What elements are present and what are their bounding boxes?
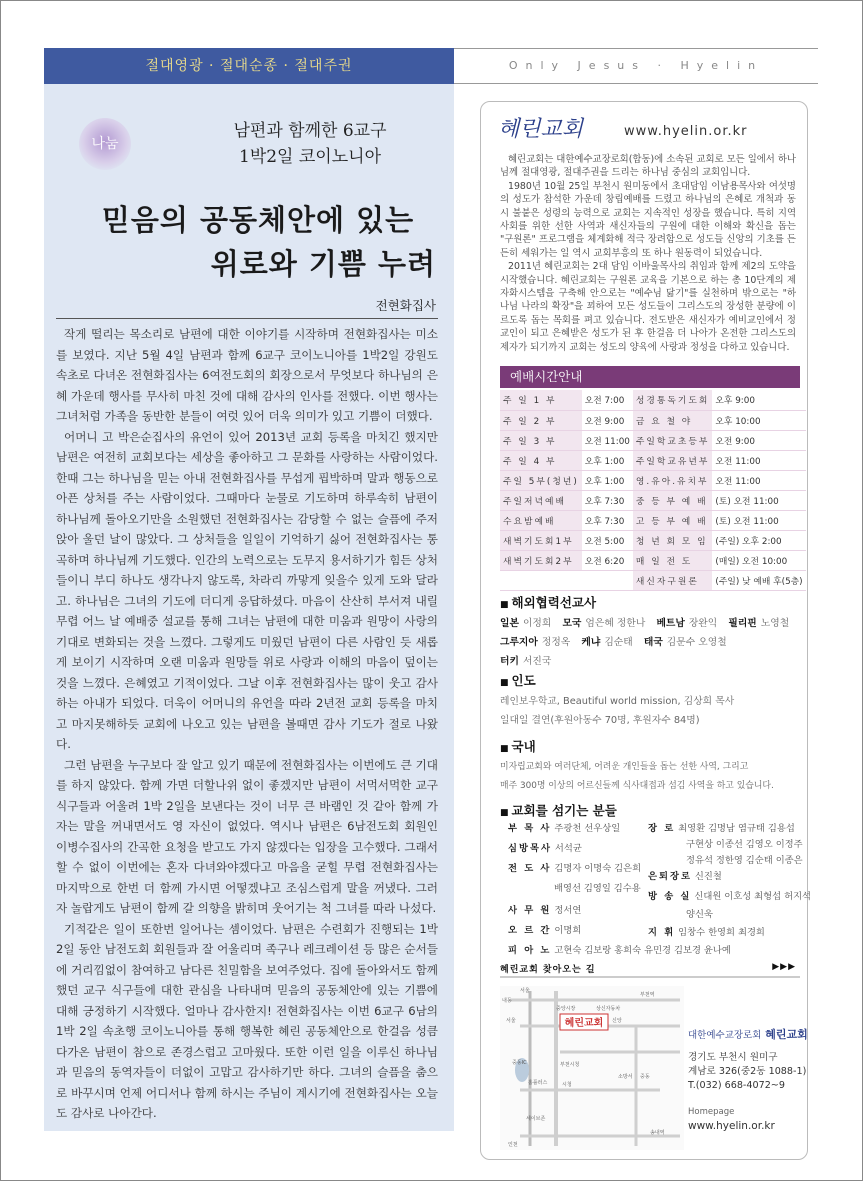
staff-names: 김명자 이명숙 김은희 [554, 863, 642, 874]
service-name: 새벽기도회2부 [500, 550, 582, 570]
section-title: 해외협력선교사 [511, 595, 597, 610]
domestic-line: 매주 300명 이상의 어르신들께 식사대접과 섬김 사역을 하고 있습니다. [500, 781, 774, 791]
church-address [688, 1028, 808, 1133]
staff-names: 고현숙 김보랑 홍희숙 유민경 김보경 윤나예 [554, 945, 731, 956]
service-name: 금 요 철 야 [633, 410, 713, 430]
india-line: 레인보우학교, Beautiful world mission, 김상희 목사 [500, 696, 735, 707]
service-time: (토) 오전 11:00 [712, 490, 805, 510]
headline-line-1: 믿음의 공동체안에 있는 [101, 203, 415, 237]
mission-line [500, 614, 800, 633]
section-title: 교회를 섬기는 분들 [511, 803, 617, 818]
service-time: 오후 1:00 [582, 470, 633, 490]
map-label: 세이브존 [526, 1116, 546, 1122]
article-kicker [190, 118, 430, 170]
map-label: 부천시청 [560, 1062, 580, 1068]
service-time: (토) 오전 11:00 [712, 510, 805, 530]
map-label: 서울 [506, 1018, 516, 1024]
service-row [500, 470, 806, 490]
service-row [500, 450, 806, 470]
church-logo: 혜린교회 [498, 117, 584, 142]
staff-section [500, 802, 800, 822]
phone: T.(032) 668-4072~9 [688, 1080, 785, 1091]
map-label: 중앙시장 [556, 1006, 576, 1012]
directions-header [500, 962, 800, 978]
map-label: 상신자동차 [596, 1006, 621, 1012]
map-label: 소방서 [618, 1074, 633, 1080]
service-name: 수요밤예배 [500, 510, 582, 530]
service-name: 주일학교유년부 [633, 450, 713, 470]
staff-role: 전 도 사 [508, 863, 552, 874]
map-label: 중동 [640, 1074, 650, 1080]
country: 케냐 [581, 637, 601, 648]
service-name: 주 일 2 부 [500, 410, 582, 430]
directions-title: 혜린교회 찾아오는 길 [500, 965, 596, 975]
service-time: 오전 11:00 [712, 450, 805, 470]
service-time: 오전 6:20 [582, 550, 633, 570]
country: 필리핀 [728, 618, 757, 629]
service-name: 주일 5부(청년) [500, 470, 582, 490]
service-row [500, 550, 806, 570]
service-time: 오전 5:00 [582, 530, 633, 550]
motto-right: Only Jesus · Hyelin [454, 48, 818, 84]
service-time: (주일) 낮 예배 후(5층) [712, 570, 805, 590]
staff-role: 은퇴장로 [648, 871, 692, 882]
staff-names: 신진철 [694, 871, 722, 882]
directions-map [500, 986, 684, 1150]
motto-band: 절대영광 · 절대순종 · 절대주권 [44, 48, 454, 84]
service-row [500, 530, 806, 550]
missionary: 김문수 오영철 [666, 637, 727, 648]
kicker-line-2: 1박2일 코이노니아 [239, 147, 381, 167]
service-time: 오전 9:00 [712, 430, 805, 450]
service-name [500, 570, 582, 590]
domestic-line: 미자립교회와 여러단체, 어려운 개인들을 돕는 선한 사역, 그리고 [500, 762, 749, 772]
article-body [56, 324, 438, 1124]
service-name: 중 등 부 예 배 [633, 490, 713, 510]
staff-role: 사 무 원 [508, 905, 552, 916]
section-title: 인도 [511, 673, 536, 688]
service-row [500, 410, 806, 430]
service-row [500, 430, 806, 450]
paragraph: 작게 떨리는 목소리로 남편에 대한 이야기를 시작하며 전현화집사는 미소를 보였다. 지난 5월 4일 남편과 함께 6교구 코이노니아를 1박2일 강원도 속초로 다녀온 전현화집사는 6여전도회의 회장으로서 무엇보다 하나님의 은혜 가운데 행사를 무사히 마친 것에 대해 감사의 인사를 전했다. 이번 행사는 그녀처럼 가족을 동반한 분들이 여럿 있어 더욱 의미가 있고 기쁨이 더했다. [56, 327, 438, 423]
country: 베트남 [656, 618, 685, 629]
staff-role: 부 목 사 [508, 823, 552, 834]
service-time: 오후 10:00 [712, 410, 805, 430]
paragraph: 기적같은 일이 또한번 일어나는 셈이었다. 남편은 수련회가 진행되는 1박 2일 동안 남전도회 회원들과 잘 어울리며 족구나 레크레이션 등 많은 순서들에 거리낌없이 참여하고 남다른 친밀함을 보여주었다. 집에 돌아와서도 함께했던 교구 식구들에 대한 관심을 나타내며 믿음의 공동체안에 있는 기쁨에 대해 긍정하기 시작했다. 얼마나 감사한지! 전현화집사는 이번 6교구 6남의 1박 2일 속초행 코이노니아를 통해 행복한 혜린 공동체안으로 한걸음 성큼 다가온 남편이 참으로 존경스럽고 고마웠다. 또한 이런 일을 이루신 하나님과 믿음의 동역자들이 더없이 고맙고 감사하기만 하다. 그녀의 슬픔을 춤으로 바꾸시며 언제 어디서나 함께 하시는 주님이 계시기에 전현화집사는 오늘도 감사로 나아간다. [56, 921, 438, 1120]
byline-rule [56, 318, 438, 319]
service-name: 매 일 전 도 [633, 550, 713, 570]
square-bullet-icon: ■ [500, 600, 509, 610]
service-time: 오후 7:30 [582, 490, 633, 510]
service-name: 주 일 4 부 [500, 450, 582, 470]
intro-paragraph: 1980년 10월 25일 부천시 원미동에서 초대담임 이남용목사와 여섯명의 성도가 참석한 가운데 창립예배를 드렸고 하나님의 은혜로 개척과 동시 불붙은 성령의 능력으로 교회는 지속적인 성장을 했습니다. 특히 지역사회를 위한 선한 사역과 새신자들의 구원에 대한 이해와 확신을 돕는 "구원론" 프로그램을 체계화해 적극 장려함으로 성도들 신앙의 기초를 든든히 세워가는 일 역시 교회부흥의 또 하나 원동력이 되었습니다. [500, 180, 796, 259]
india-line: 일대일 결연(후원아동수 70명, 후원자수 84명) [500, 715, 700, 726]
service-time: 오후 1:00 [582, 450, 633, 470]
missionary: 장완익 [688, 618, 718, 629]
staff-names: 정유석 정한영 김순태 이종은 [686, 855, 803, 866]
service-time: 오후 9:00 [712, 390, 805, 410]
country: 터키 [500, 656, 519, 667]
service-times-title: 예배시간안내 [500, 366, 800, 388]
church-url[interactable]: www.hyelin.or.kr [624, 124, 748, 139]
service-time [582, 570, 633, 590]
missionary: 엄은혜 정한나 [585, 618, 646, 629]
staff-names: 신대원 이호성 최형섭 허지석 [694, 891, 812, 902]
service-name: 청 년 회 모 임 [633, 530, 713, 550]
staff-names: 이명희 [554, 925, 582, 936]
map-label: 송내역 [650, 1130, 665, 1136]
staff-role: 지 휘 [648, 927, 676, 938]
map-label: 인천 [508, 1142, 518, 1148]
category-badge: 나눔 [79, 118, 131, 170]
arrows-icon[interactable]: ▶▶▶ [772, 962, 796, 972]
service-name: 주 일 3 부 [500, 430, 582, 450]
mission-line [500, 633, 800, 652]
church-intro [500, 153, 796, 354]
service-name: 성경통독기도회 [633, 390, 713, 410]
address-line: 경기도 부천시 원미구 [688, 1052, 778, 1063]
staff-role: 오 르 간 [508, 925, 552, 936]
missionary: 서진국 [522, 656, 552, 667]
staff-names: 구현상 이종선 김영오 이정주 [686, 839, 803, 850]
map-label: 서울 [520, 988, 530, 994]
service-times-table [500, 390, 806, 591]
staff-names: 임창수 한영희 최경희 [678, 927, 765, 938]
service-time: 오후 7:30 [582, 510, 633, 530]
square-bullet-icon: ■ [500, 678, 509, 688]
service-name: 주일저녁예배 [500, 490, 582, 510]
missionary: 노영철 [760, 618, 790, 629]
service-time: (매일) 오전 10:00 [712, 550, 805, 570]
missions-section [500, 594, 800, 671]
church-name: 혜린교회 [765, 1028, 808, 1041]
staff-names: 정서연 [554, 905, 582, 916]
map-label: 시청 [562, 1082, 572, 1088]
map-label: 내동 [502, 998, 512, 1004]
service-row [500, 490, 806, 510]
service-row [500, 510, 806, 530]
paragraph: 어머니 고 박은순집사의 유언이 있어 2013년 교회 등록을 마치긴 했지만 남편은 여전히 교회보다는 세상을 좋아하고 그 문화를 사랑하는 사람이었다. 한때 그는 하나님을 믿는 아내 전현화집사를 무섭게 핍박하며 말과 행동으로 아픈 상처를 주는 사람이었다. 그때마다 눈물로 기도하며 하루속히 남편이 하나님께 돌아오기만을 소원했던 전현화집사는 감당할 수 없는 슬픔에 주저앉아 울던 날이 많았다. 그 상처들을 일일이 기억하기 싫어 전현화집사는 통곡하며 하나님께 기도했다. 인간의 노력으로는 도무지 용서하기가 힘든 상처들이니 부디 하나도 생각나지 않도록, 차라리 까맣게 잊을수 있게 도와 달라고. 하나님은 그녀의 기도에 더디게 응답하셨다. 마음이 산산히 부서져 내릴 무렵 어느 날 예배중 설교를 통해 그녀는 남편에 대한 미움과 원망이 사랑의 기대로 변화되는 것을 느꼈다. 그렇게도 미웠던 남편이 다른 사람인 듯 새롭게 보이기 시작하며 오랜 미움과 원망들 위로 사랑과 이해의 마음이 덮이는 것을 느꼈다. 은혜였고 기적이었다. 그날 이후 전현화집사는 많이 웃고 감사하는 아내가 되었다. 더욱이 어머니의 유언을 따라 2년전 교회 등록을 마치고 마지못해하듯 교회에 나오고 있는 남편을 볼때면 감사 기도가 절로 나왔다. [56, 429, 438, 751]
service-time: 오전 9:00 [582, 410, 633, 430]
service-name: 고 등 부 예 배 [633, 510, 713, 530]
section-title: 국내 [511, 739, 536, 754]
staff-names: 주광천 선우상일 [554, 823, 621, 834]
country: 그루지아 [500, 637, 538, 648]
staff-role: 장 로 [648, 823, 676, 834]
staff-role: 피 아 노 [508, 945, 552, 956]
staff-names: 서석균 [554, 843, 582, 854]
service-name: 주 일 1 부 [500, 390, 582, 410]
denomination: 대한예수교장로회 [688, 1030, 762, 1041]
service-time: 오전 7:00 [582, 390, 633, 410]
staff-names: 양신욱 [686, 909, 713, 920]
map-label: 홈플러스 [528, 1080, 548, 1086]
map-label: 중동IC [512, 1060, 527, 1066]
map-church-label: 혜린교회 [564, 1018, 604, 1029]
staff-names: 최영환 김명남 염규태 김용섭 [678, 823, 795, 834]
intro-paragraph: 혜린교회는 대한예수교장로회(합동)에 소속된 교회로 모든 일에서 하나님께 절대영광, 절대주권을 드리는 하나님 중심의 교회입니다. [500, 154, 796, 179]
staff-role: 심방목사 [508, 843, 552, 854]
service-row [500, 390, 806, 410]
homepage-url[interactable]: www.hyelin.or.kr [688, 1120, 775, 1132]
map-label: 부천역 [640, 992, 655, 998]
staff-names: 배영선 김영일 김수용 [554, 883, 641, 894]
country: 모국 [562, 618, 582, 629]
country: 태국 [643, 637, 663, 648]
square-bullet-icon: ■ [500, 808, 509, 818]
service-name: 영.유아.유치부 [633, 470, 713, 490]
service-name: 새신자구원론 [633, 570, 713, 590]
address-line: 계남로 326(중2동 1088-1) [688, 1066, 807, 1077]
missionary: 정정옥 [541, 637, 571, 648]
mission-line [500, 652, 800, 671]
kicker-line-1: 남편과 함께한 6교구 [233, 121, 387, 141]
service-time: 오전 11:00 [712, 470, 805, 490]
domestic-section [500, 738, 800, 796]
missionary: 이정희 [522, 618, 552, 629]
india-section [500, 672, 800, 730]
service-row [500, 570, 806, 590]
map-label: 신앙 [612, 1018, 622, 1024]
service-time: (주일) 오후 2:00 [712, 530, 805, 550]
paragraph: 그런 남편을 누구보다 잘 알고 있기 때문에 전현화집사는 이번에도 큰 기대를 하지 않았다. 함께 가면 더할나위 없이 좋겠지만 남편이 서먹서먹한 교구 식구들과 어울려 1박 2일을 보낸다는 것이 너무 큰 바램인 것 같아 함께 가자는 말을 꺼내면서도 영 자신이 없었다. 역시나 남편은 6남전도회 회원인 이병수집사의 간곡한 요청을 받고도 가지 않겠다는 입장을 고수했다. 그래서 할 수 없이 이번에는 혼자 다녀와야겠다고 마음을 굳힐 무렵 전현화집사는 마지막으로 한번 더 함께 가시면 어떻겠냐고 조심스럽게 말을 꺼냈다. 그러자 놀랍게도 남편이 함께 갈 의향을 밝히며 웃어기는 척 그녀를 따라 나섰다. [56, 757, 438, 915]
service-time: 오전 11:00 [582, 430, 633, 450]
headline [60, 198, 436, 286]
staff-role: 방 송 실 [648, 891, 692, 902]
byline: 전현화집사 [375, 298, 436, 313]
homepage-label: Homepage [688, 1107, 735, 1117]
intro-paragraph: 2011년 혜린교회는 2대 담임 이바울목사의 취임과 함께 제2의 도약을 시작했습니다. 혜린교회는 구원론 교육을 기본으로 하는 총 10단계의 제자화시스템을 구축해 안으로는 "예수님 닮기"를 실천하며 밖으로는 "하나님 나라의 확장"을 꾀하여 모든 성도들이 그리스도의 장성한 분량에 이르도록 돕는 목회를 펴고 있습니다. 전도받은 새신자가 예비교인에서 정교인이 되고 은혜받은 성도가 된 후 한걸음 더 나아가 온전한 그리스도의 제자가 되기까지 교회는 성도의 양육에 사랑과 정성을 다하고 있습니다. [500, 261, 796, 353]
service-name: 새벽기도회1부 [500, 530, 582, 550]
country: 일본 [500, 618, 519, 629]
headline-line-2: 위로와 기쁨 누려 [210, 247, 436, 281]
missionary: 김순태 [604, 637, 633, 648]
square-bullet-icon: ■ [500, 744, 509, 754]
service-name: 주일학교초등부 [633, 430, 713, 450]
